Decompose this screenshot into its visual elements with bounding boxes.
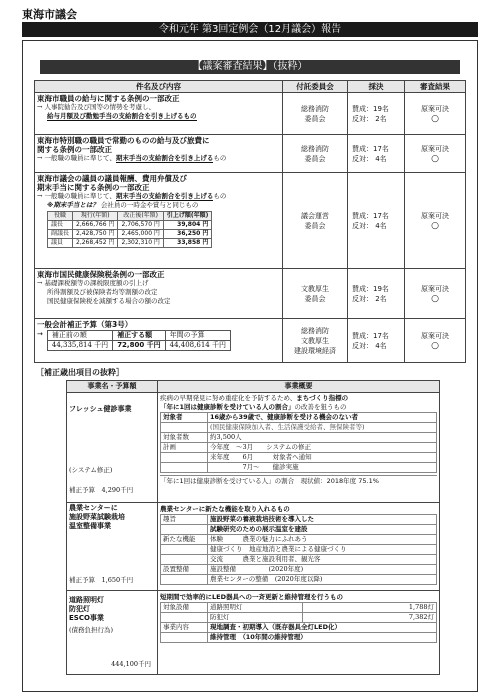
supplement-table (66, 380, 440, 675)
table-row (67, 393, 440, 503)
table-row (47, 331, 230, 341)
committee-name: 文教厚生 (301, 284, 329, 293)
col-result: 審査結果 (405, 81, 466, 93)
report-title: 令和元年 第3回定例会（12月議会）報告 (22, 22, 478, 37)
committee-name: 委員会 (304, 154, 326, 163)
note-body: 会社員の一時金や賞与と同じもの (100, 201, 199, 209)
project-name: 温室整備事業 (69, 522, 111, 530)
committee-name: 文教厚生 (301, 336, 329, 345)
detail-value: 来年度 6月 対象者へ通知 (208, 453, 437, 463)
detail-key (161, 575, 208, 585)
mini-cell: 議長 (48, 221, 73, 230)
result-text: 原案可決 (421, 284, 449, 293)
detail-value: 試験研究のための展示温室を建設 (208, 525, 437, 535)
col-project-desc: 事業概要 (158, 381, 440, 393)
detail-key: 対象者 (161, 413, 208, 423)
table-row (161, 423, 437, 433)
section-title: 【議案審査結果】（抜粋） (40, 60, 460, 74)
arrow-icon: → (37, 330, 43, 338)
project-desc-emphasis: 「年に1回は健康診断を受けている人の割合」 (160, 403, 295, 411)
vote-against: 反対： 4名 (352, 221, 387, 230)
project-name: 防犯灯 (69, 605, 90, 613)
table-row (161, 575, 437, 585)
budget-head: 年間の予算 (165, 331, 230, 341)
project-desc-emphasis: まちづくり指標の (296, 394, 349, 402)
table-row (35, 135, 466, 173)
bill-line-emphasis: 給与月額及び勤勉手当の支給割合を引き上げるもの (47, 112, 197, 120)
detail-value: 今年度 ～3月 システムの修正 (208, 443, 437, 453)
vote-for: 賛成：17名 (352, 211, 389, 220)
table-header-row (67, 381, 440, 393)
bill-line: → 一般職の職員に準じて、 (37, 192, 116, 200)
detail-key: 対象設備 (161, 603, 208, 613)
table-row (161, 453, 437, 463)
project-budget: 444,100千円 (111, 660, 151, 668)
committee-name: 委員会 (304, 114, 326, 123)
committee-name: 総務消防 (301, 104, 329, 113)
vote-for: 賛成：19名 (352, 104, 389, 113)
table-row (161, 443, 437, 453)
result-text: 原案可決 (421, 104, 449, 113)
table-row (161, 463, 437, 473)
table-row (161, 603, 437, 613)
bill-title: 東海市職員の給与に関する条例の一部改正 (37, 94, 180, 103)
budget-value: 72,800 千円 (113, 341, 165, 351)
mini-header: 引上げ額(年額) (163, 212, 212, 221)
result-text: 原案可決 (421, 331, 449, 340)
supplement-label: ［補正歳出項目の抜粋］ (36, 368, 124, 377)
table-row (161, 565, 437, 575)
detail-value: 維持管理 （10年間の維持管理） (208, 633, 437, 643)
note-head: ※期末手当とは？ (47, 201, 99, 209)
vote-against: 反対： 4名 (352, 341, 387, 350)
col-project-name: 事業名・予算額 (67, 381, 158, 393)
table-row (48, 212, 212, 221)
detail-key (161, 525, 208, 535)
bill-line-emphasis: 期末手当の支給割合を引き上げる (115, 192, 214, 200)
committee-name: 委員会 (304, 294, 326, 303)
committee-name: 建設環境経済 (294, 346, 336, 355)
vote-for: 賛成：17名 (352, 144, 389, 153)
col-vote: 採決 (348, 81, 405, 93)
table-row (48, 230, 212, 239)
table-row (161, 633, 437, 643)
bill-title: 東海市議会の議員の議員報酬、費用弁償及び (37, 174, 187, 183)
project-extra: (債務負担行為) (69, 626, 114, 634)
bill-line: もの (213, 154, 227, 162)
detail-value: 施設野菜の養液栽培技術を導入した (208, 515, 437, 525)
table-row (48, 239, 212, 248)
project-name: 農業センターに (69, 504, 118, 512)
result-text: 原案可決 (421, 211, 449, 220)
project-budget: 補正予算 1,650千円 (69, 576, 134, 584)
table-row (47, 341, 230, 351)
detail-value: 現地調査・初期導入（既存器具全灯LED化） (208, 623, 437, 633)
detail-key: 事業内容 (161, 623, 208, 633)
budget-box (47, 330, 231, 351)
detail-key (161, 463, 208, 473)
project-budget: 補正予算 4,290千円 (69, 486, 134, 494)
project-head: 農業センターに新たな機能を取り入れるもの (160, 505, 290, 513)
mini-cell: 39,804 円 (163, 221, 212, 230)
bill-title: 東海市国民健康保険税条例の一部改正 (37, 270, 165, 279)
result-mark: ○ (431, 153, 439, 164)
project-detail-table (160, 602, 437, 643)
detail-value: 防犯灯 (208, 613, 303, 623)
result-mark: ○ (431, 113, 439, 124)
mini-cell: 33,858 円 (163, 239, 212, 248)
detail-key: 設置整備 (161, 565, 208, 575)
detail-value: 16歳から39歳で、健康診断を受ける機会のない者 (208, 413, 437, 423)
col-item: 件名及び内容 (35, 81, 283, 93)
bill-line: → 人事院勧告及び国等の情勢を考慮し、 (37, 103, 156, 111)
project-detail-table (160, 412, 437, 473)
table-row (161, 433, 437, 443)
project-extra: (システム修正) (69, 466, 113, 474)
mini-cell: 副議長 (48, 230, 73, 239)
mini-cell: 2,666,766 円 (73, 221, 118, 230)
detail-value: 7,382灯 (303, 613, 437, 623)
detail-key (161, 423, 208, 433)
bill-line: → 一般職の職員に準じて、 (37, 154, 116, 162)
org-name: 東海市議会 (22, 8, 77, 21)
allowance-table (47, 211, 212, 248)
project-desc: 疾病の早期発見に努め重症化を予防するため、 (160, 394, 297, 402)
detail-value: 農業センターの整備 (2020年度以降) (208, 575, 437, 585)
budget-head: 補正する額 (113, 331, 165, 341)
result-text: 原案可決 (421, 144, 449, 153)
bill-line: 国民健康保険税を減額する場合の額の改定 (47, 297, 171, 305)
table-row (161, 623, 437, 633)
bill-line: 所得割額及び被保険者均等割額の改定 (47, 288, 158, 296)
table-row (35, 269, 466, 319)
mini-cell: 2,268,452 円 (73, 239, 118, 248)
mini-cell: 36,250 円 (163, 230, 212, 239)
committee-name: 委員会 (304, 221, 326, 230)
detail-key (161, 453, 208, 463)
table-row (161, 535, 437, 545)
mini-header: 改正後(年額) (118, 212, 163, 221)
mini-cell: 議員 (48, 239, 73, 248)
table-row (48, 221, 212, 230)
detail-key: 計画 (161, 443, 208, 453)
table-row (161, 413, 437, 423)
bill-title: 東海市特別職の職員で常勤のものの給与及び旅費に (37, 136, 210, 145)
committee-name: 総務消防 (301, 144, 329, 153)
bill-line: もの (213, 192, 227, 200)
table-row (67, 503, 440, 591)
budget-value: 44,408,614 千円 (165, 341, 230, 351)
detail-key: 趣旨 (161, 515, 208, 525)
project-footer: 「年に1回は健康診断を受けている人」の割合 現状値：2018年度 75.1% (160, 475, 437, 486)
detail-key (161, 555, 208, 565)
project-desc: の改善を狙うもの (294, 403, 347, 411)
result-mark: ○ (431, 220, 439, 231)
detail-value: 施設整備 (2020年度) (208, 565, 437, 575)
table-header-row (35, 81, 466, 93)
bill-line-emphasis: 期末手当の支給割合を引き上げる (115, 154, 214, 162)
committee-name: 総務消防 (301, 326, 329, 335)
mini-header: 現行(年額) (73, 212, 118, 221)
committee-name: 議会運営 (301, 211, 329, 220)
vote-against: 反対： 4名 (352, 154, 387, 163)
detail-value: (国民健康保険加入者、生活保護受給者、無保険者等) (208, 423, 437, 433)
project-head: 短期間で効率的にLED器具への一斉更新と維持管理を行うもの (160, 593, 343, 601)
mini-cell: 2,706,570 円 (118, 221, 163, 230)
mini-cell: 2,428,750 円 (73, 230, 118, 239)
bill-title: 期末手当に関する条例の一部改正 (37, 183, 150, 192)
vote-against: 反対： 2名 (352, 114, 387, 123)
table-row (161, 555, 437, 565)
vote-for: 賛成：17名 (352, 331, 389, 340)
table-row (35, 173, 466, 269)
detail-value: 道路照明灯 (208, 603, 303, 613)
bill-title: 一般会計補正予算（第3号） (37, 320, 133, 329)
project-name: 道路照明灯 (69, 596, 104, 604)
detail-key (161, 633, 208, 643)
detail-value: 交流 農業と施設利用者、観光客 (208, 555, 437, 565)
table-row (161, 515, 437, 525)
table-row (161, 525, 437, 535)
detail-value: 1,788灯 (303, 603, 437, 613)
table-row (35, 319, 466, 363)
project-name: 施設野菜試験栽培 (69, 513, 125, 521)
mini-cell: 2,302,310 円 (118, 239, 163, 248)
table-row (161, 613, 437, 623)
detail-key: 新たな機能 (161, 535, 208, 545)
detail-key (161, 613, 208, 623)
detail-value: 7月～ 健診実施 (208, 463, 437, 473)
project-name: フレッシュ健診事業 (69, 405, 132, 413)
vote-against: 反対： 2名 (352, 294, 387, 303)
result-mark: ○ (431, 340, 439, 351)
detail-key (161, 545, 208, 555)
bill-line: → 基礎課税額等の課税限度額の引上げ (37, 279, 149, 287)
table-row (35, 93, 466, 135)
bill-title: 関する条例の一部改正 (37, 145, 112, 154)
detail-key: 対象者数 (161, 433, 208, 443)
table-row (161, 545, 437, 555)
vote-for: 賛成：19名 (352, 284, 389, 293)
budget-head: 補正前の額 (47, 331, 112, 341)
col-committee: 付託委員会 (283, 81, 348, 93)
mini-header: 役職 (48, 212, 73, 221)
budget-value: 44,335,814 千円 (47, 341, 112, 351)
project-name: ESCO事業 (69, 614, 104, 622)
table-row (67, 591, 440, 675)
detail-value: 約3,500人 (208, 433, 437, 443)
mini-cell: 2,465,000 円 (118, 230, 163, 239)
result-mark: ○ (431, 293, 439, 304)
project-detail-table (160, 514, 437, 585)
detail-value: 健康づくり 地産地消と農業による健康づくり (208, 545, 437, 555)
detail-value: 体験 農業の魅力にふれあう (208, 535, 437, 545)
bill-results-table (34, 80, 466, 363)
